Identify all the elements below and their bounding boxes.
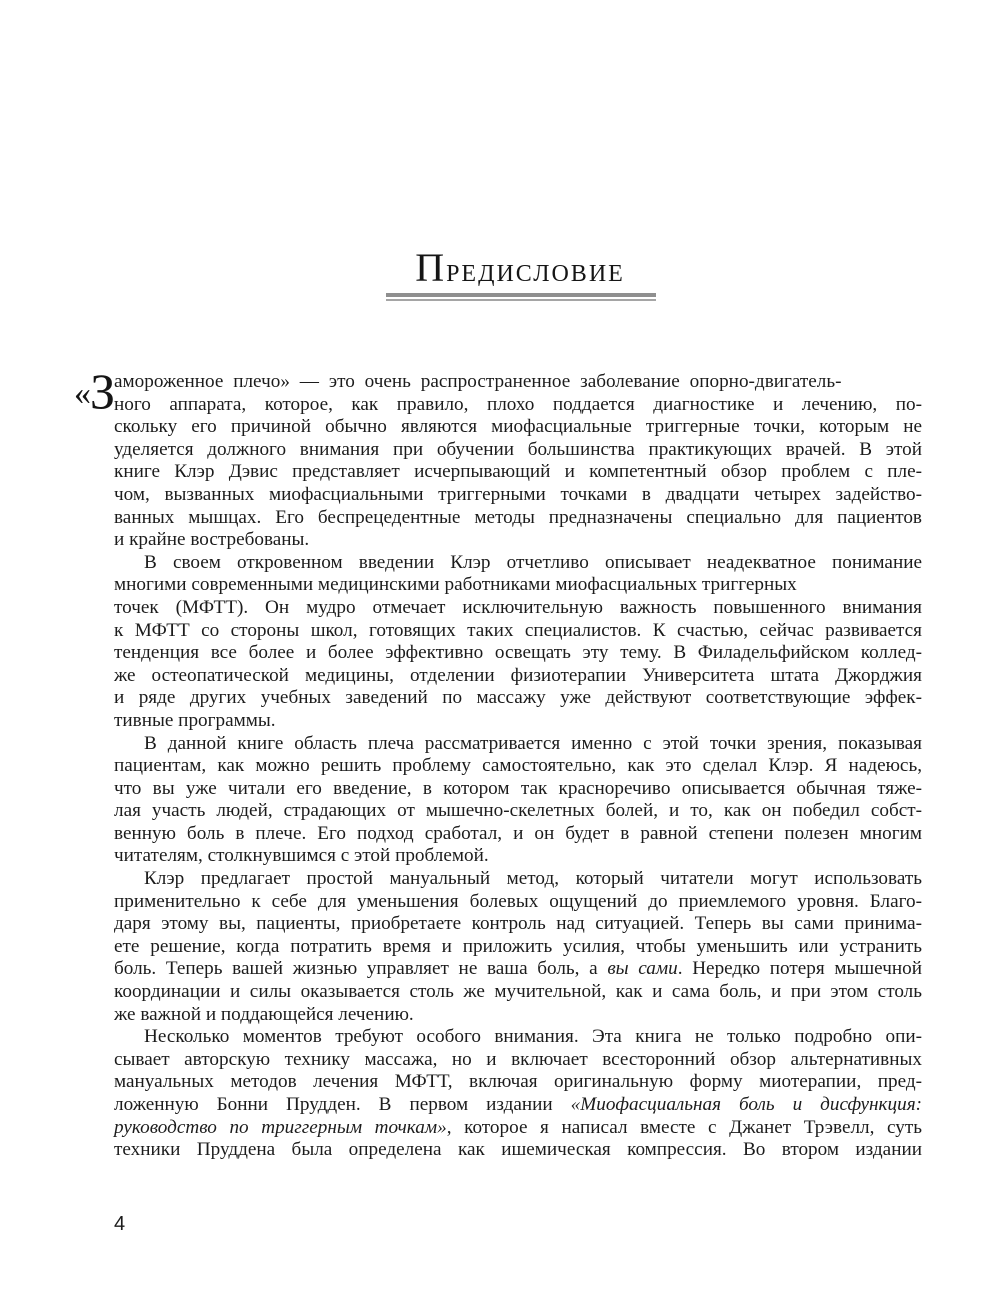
book-title-italic: руководство по триггерным точкам» (114, 1116, 447, 1138)
paragraph-3 (114, 733, 922, 869)
page-number: 4 (114, 1213, 126, 1235)
chapter-heading (385, 245, 655, 291)
text-line (114, 1117, 922, 1140)
text-line: В своем откровенном введении Клэр отчетливо описывает неадекватное понимание (144, 551, 922, 573)
emphasis-text: вы сами (607, 958, 678, 980)
text-line: тивные программы. (114, 709, 276, 731)
text-line: мануальных методов лечения МФТТ, включая оригинальную форму миотерапии, пред- (114, 1071, 922, 1093)
text-line: Клэр предлагает простой мануальный метод, который читатели могут использовать (144, 868, 922, 890)
text-run: боль. Теперь вашей жизнью управляет не ваша боль, а (114, 958, 608, 980)
text-line: точек (МФТТ). Он мудро отмечает исключительную важность повышенного внимания (114, 596, 922, 618)
text-line: же остеопатической медицины, отделении физиотерапии Университета штата Джорджия (114, 664, 922, 686)
text-line-content: амороженное плечо» — это очень распространенное заболевание опорно-двигатель- (114, 371, 842, 392)
text-line: тенденция все более и более эффективно освещать эту тему. В Филадельфийском коллед- (114, 642, 922, 664)
text-line: применительно к себе для уменьшения болевых ощущений до приемлемого уровня. Благо- (114, 890, 922, 912)
paragraph-4 (114, 868, 922, 1026)
chapter-heading-block (385, 245, 655, 291)
text-line: пациентам, как можно решить проблему самостоятельно, как это сделал Клэр. Я надеюсь, (114, 755, 922, 777)
text-line: В данной книге область плеча рассматривается именно с этой точки зрения, показывая (144, 732, 922, 754)
drop-cap (74, 363, 116, 419)
chapter-heading-rest: редисловие (446, 252, 625, 289)
text-line: скольку его причиной обычно являются миофасциальные триггерные точки, которым не (114, 416, 922, 438)
text-line: читателям, столкнувшимся с этой проблемой. (114, 845, 489, 867)
heading-rule-thick (386, 293, 656, 297)
book-title-italic: «Миофасциальная боль и дисфункция: (570, 1094, 922, 1115)
text-line: к МФТТ со стороны школ, готовящих таких специалистов. К счастью, сейчас развивается (114, 619, 922, 641)
text-line: чом, вызванных миофасциальными триггерными точками в двадцати четырех задейство- (114, 483, 922, 505)
paragraph-5 (114, 1026, 922, 1162)
text-run: , которое я написал вместе с Джанет Трэвелл, суть (446, 1116, 923, 1138)
text-line: сывает авторскую технику массажа, но и включает всесторонний обзор альтернативных (114, 1048, 922, 1070)
text-line: даря этому вы, пациенты, приобретаете контроль над ситуацией. Теперь вы сами принима- (114, 913, 922, 935)
heading-rule-thin (386, 299, 656, 301)
text-line: лая участь людей, страдающих от мышечно-скелетных болей, и то, как он победил собст- (114, 800, 922, 822)
text-line: координации и силы оказывается столь же мучительной, как и сама боль, и при этом столь (114, 981, 922, 1003)
text-line: и крайне востребованы. (114, 529, 310, 551)
body-text (74, 363, 923, 1162)
drop-cap-quote: « (74, 375, 91, 412)
text-line (114, 1094, 922, 1117)
paragraph-2 (114, 552, 922, 733)
text-line: что вы уже читали его введение, в котором так красноречиво описывается обычная тяже- (114, 777, 922, 799)
text-line: ного аппарата, которое, как правило, плохо поддается диагностике и лечению, по- (114, 393, 922, 415)
drop-cap-letter: З (90, 363, 116, 419)
text-line: же важной и поддающейся лечению. (114, 1003, 414, 1025)
text-line: и ряде других учебных заведений по массажу уже действуют соответствующие эффек- (114, 687, 922, 709)
chapter-heading-initial: П (415, 245, 447, 290)
text-line: книге Клэр Дэвис представляет исчерпывающий и компетентный обзор проблем с пле- (114, 461, 922, 483)
text-line: ванных мышцах. Его беспрецедентные методы предназначены специально для пациентов (114, 506, 922, 528)
text-line (114, 958, 922, 981)
text-line: уделяется должного внимания при обучении большинства практикующих врачей. В этой (114, 438, 922, 460)
text-line: многими современными медицинскими работниками миофасциальных триггерных (114, 574, 797, 596)
text-run: . Нередко потеря мышечной (677, 958, 922, 980)
text-line: венную боль в плече. Его подход сработал, и он будет в равной степени полезен многим (114, 822, 922, 844)
text-run: ложенную Бонни Прудден. В первом издании (114, 1094, 571, 1115)
text-line: техники Пруддена была определена как ишемическая компрессия. Во втором издании (114, 1139, 922, 1161)
paragraph-1 (74, 363, 922, 552)
text-line: ете решение, когда потратить время и приложить усилия, чтобы уменьшить или устранить (114, 935, 922, 957)
text-line: Несколько моментов требуют особого внимания. Эта книга не только подробно опи- (144, 1026, 922, 1048)
